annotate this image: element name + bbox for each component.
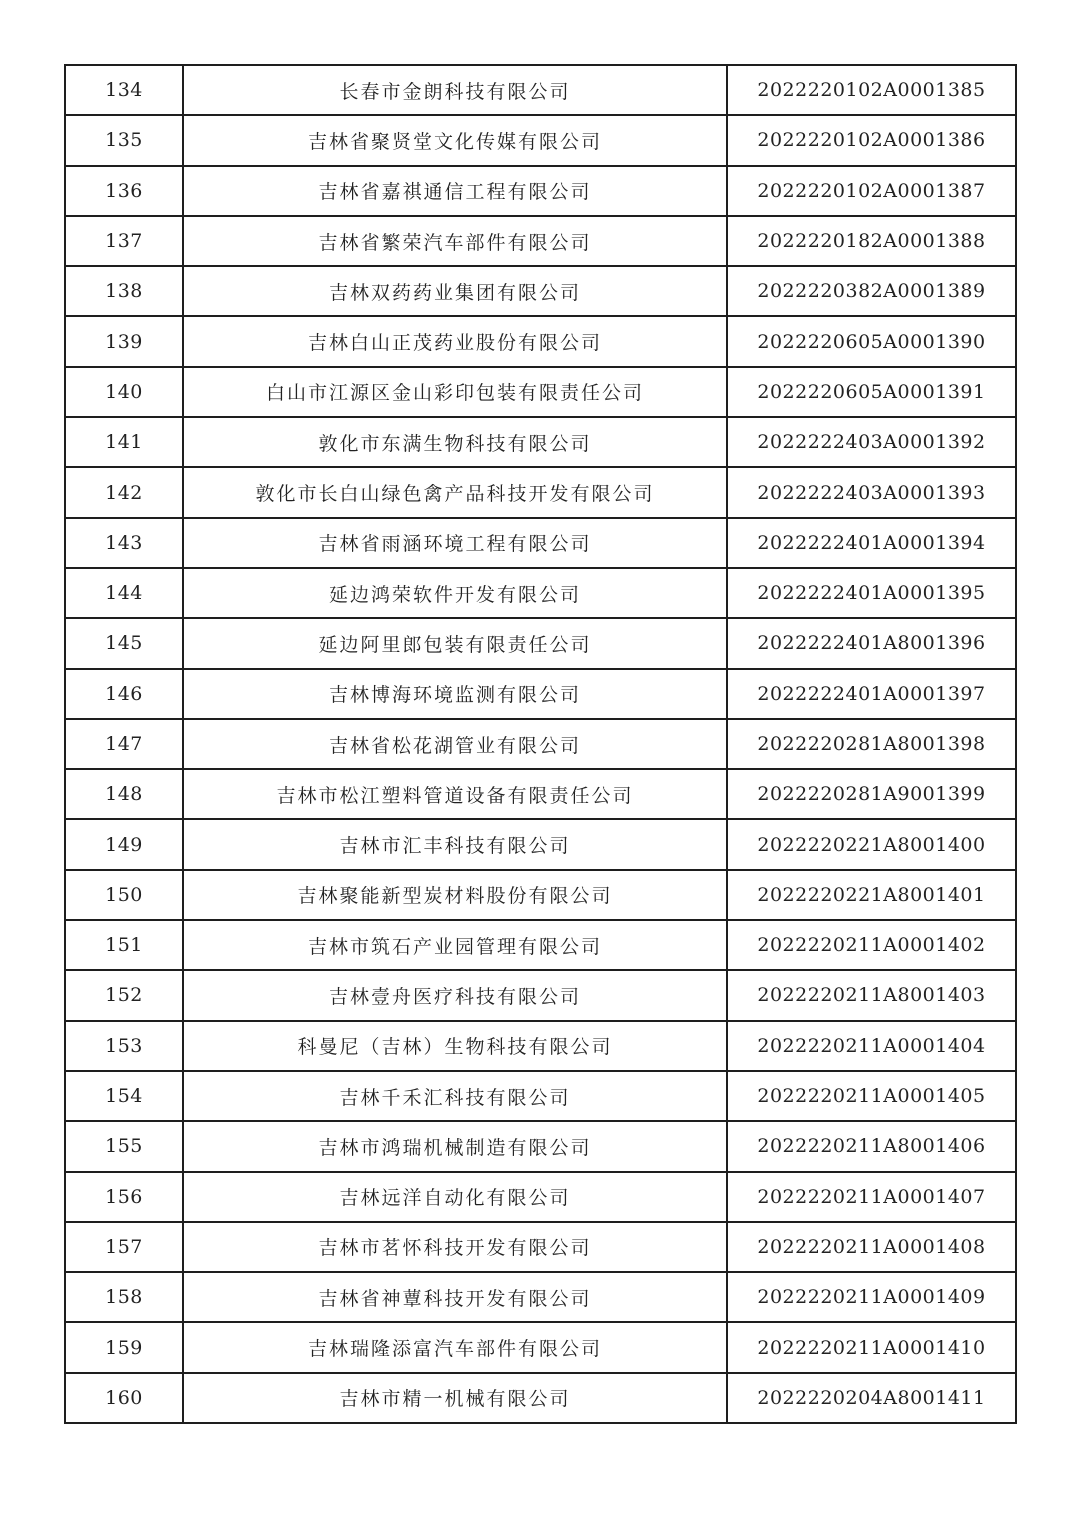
table-row: [65, 920, 1016, 970]
table-row: [65, 870, 1016, 920]
row-number: 136: [65, 166, 183, 216]
company-name: 吉林市茗怀科技开发有限公司: [183, 1222, 727, 1272]
row-number: 151: [65, 920, 183, 970]
table-row: [65, 1071, 1016, 1121]
company-name: 吉林远洋自动化有限公司: [183, 1172, 727, 1222]
registration-code: 2022222403A0001393: [727, 467, 1016, 517]
table-row: [65, 970, 1016, 1020]
table-row: [65, 518, 1016, 568]
registration-code: 2022220211A0001408: [727, 1222, 1016, 1272]
company-name: 科曼尼（吉林）生物科技有限公司: [183, 1021, 727, 1071]
company-name: 吉林双药药业集团有限公司: [183, 266, 727, 316]
row-number: 143: [65, 518, 183, 568]
company-name: 吉林聚能新型炭材料股份有限公司: [183, 870, 727, 920]
registration-code: 2022222401A0001395: [727, 568, 1016, 618]
company-name: 吉林省神蕈科技开发有限公司: [183, 1272, 727, 1322]
company-name: 吉林省繁荣汽车部件有限公司: [183, 216, 727, 266]
row-number: 140: [65, 367, 183, 417]
company-name: 吉林市汇丰科技有限公司: [183, 819, 727, 869]
registration-code: 2022220281A8001398: [727, 719, 1016, 769]
company-name: 吉林博海环境监测有限公司: [183, 669, 727, 719]
company-name: 长春市金朗科技有限公司: [183, 65, 727, 115]
company-name: 吉林市筑石产业园管理有限公司: [183, 920, 727, 970]
row-number: 159: [65, 1322, 183, 1372]
row-number: 148: [65, 769, 183, 819]
registration-code: 2022220221A8001400: [727, 819, 1016, 869]
row-number: 150: [65, 870, 183, 920]
company-name: 吉林省松花湖管业有限公司: [183, 719, 727, 769]
registration-code: 2022220605A0001390: [727, 316, 1016, 366]
company-name: 吉林市松江塑料管道设备有限责任公司: [183, 769, 727, 819]
row-number: 158: [65, 1272, 183, 1322]
registration-code: 2022220182A0001388: [727, 216, 1016, 266]
row-number: 146: [65, 669, 183, 719]
company-name: 吉林市鸿瑞机械制造有限公司: [183, 1121, 727, 1171]
table-row: [65, 568, 1016, 618]
row-number: 144: [65, 568, 183, 618]
company-table-body: [65, 65, 1016, 1423]
row-number: 141: [65, 417, 183, 467]
registration-code: 2022220211A0001409: [727, 1272, 1016, 1322]
registration-code: 2022220211A0001405: [727, 1071, 1016, 1121]
company-name: 吉林壹舟医疗科技有限公司: [183, 970, 727, 1020]
company-name: 延边鸿荣软件开发有限公司: [183, 568, 727, 618]
row-number: 160: [65, 1373, 183, 1423]
table-row: [65, 216, 1016, 266]
registration-code: 2022220211A8001403: [727, 970, 1016, 1020]
registration-code: 2022222401A0001394: [727, 518, 1016, 568]
registration-code: 2022220211A0001410: [727, 1322, 1016, 1372]
registration-code: 2022220382A0001389: [727, 266, 1016, 316]
table-row: [65, 769, 1016, 819]
registration-code: 2022222403A0001392: [727, 417, 1016, 467]
company-name: 吉林千禾汇科技有限公司: [183, 1071, 727, 1121]
row-number: 134: [65, 65, 183, 115]
registration-code: 2022220211A0001404: [727, 1021, 1016, 1071]
company-name: 吉林省雨涵环境工程有限公司: [183, 518, 727, 568]
table-row: [65, 1121, 1016, 1171]
row-number: 135: [65, 115, 183, 165]
row-number: 137: [65, 216, 183, 266]
registration-code: 2022220204A8001411: [727, 1373, 1016, 1423]
company-name: 敦化市东满生物科技有限公司: [183, 417, 727, 467]
row-number: 152: [65, 970, 183, 1020]
document-page: [64, 64, 1015, 1424]
row-number: 154: [65, 1071, 183, 1121]
table-row: [65, 65, 1016, 115]
row-number: 142: [65, 467, 183, 517]
company-name: 敦化市长白山绿色禽产品科技开发有限公司: [183, 467, 727, 517]
registration-code: 2022220211A0001407: [727, 1172, 1016, 1222]
row-number: 153: [65, 1021, 183, 1071]
registration-code: 2022222401A0001397: [727, 669, 1016, 719]
table-row: [65, 467, 1016, 517]
company-name: 吉林瑞隆添富汽车部件有限公司: [183, 1322, 727, 1372]
row-number: 147: [65, 719, 183, 769]
registration-code: 2022220221A8001401: [727, 870, 1016, 920]
company-name: 吉林白山正茂药业股份有限公司: [183, 316, 727, 366]
row-number: 149: [65, 819, 183, 869]
table-row: [65, 1222, 1016, 1272]
row-number: 138: [65, 266, 183, 316]
company-table: [64, 64, 1017, 1424]
table-row: [65, 1172, 1016, 1222]
row-number: 155: [65, 1121, 183, 1171]
table-row: [65, 1272, 1016, 1322]
company-name: 吉林市精一机械有限公司: [183, 1373, 727, 1423]
registration-code: 2022220102A0001387: [727, 166, 1016, 216]
table-row: [65, 266, 1016, 316]
row-number: 145: [65, 618, 183, 668]
registration-code: 2022220211A8001406: [727, 1121, 1016, 1171]
table-row: [65, 1322, 1016, 1372]
registration-code: 2022220211A0001402: [727, 920, 1016, 970]
registration-code: 2022220605A0001391: [727, 367, 1016, 417]
table-row: [65, 618, 1016, 668]
company-name: 延边阿里郎包装有限责任公司: [183, 618, 727, 668]
row-number: 139: [65, 316, 183, 366]
table-row: [65, 1373, 1016, 1423]
registration-code: 2022220102A0001385: [727, 65, 1016, 115]
company-name: 吉林省嘉祺通信工程有限公司: [183, 166, 727, 216]
registration-code: 2022222401A8001396: [727, 618, 1016, 668]
row-number: 156: [65, 1172, 183, 1222]
table-row: [65, 669, 1016, 719]
table-row: [65, 1021, 1016, 1071]
company-name: 吉林省聚贤堂文化传媒有限公司: [183, 115, 727, 165]
table-row: [65, 719, 1016, 769]
table-row: [65, 367, 1016, 417]
company-name: 白山市江源区金山彩印包装有限责任公司: [183, 367, 727, 417]
table-row: [65, 417, 1016, 467]
registration-code: 2022220102A0001386: [727, 115, 1016, 165]
registration-code: 2022220281A9001399: [727, 769, 1016, 819]
table-row: [65, 819, 1016, 869]
table-row: [65, 115, 1016, 165]
table-row: [65, 316, 1016, 366]
table-row: [65, 166, 1016, 216]
row-number: 157: [65, 1222, 183, 1272]
